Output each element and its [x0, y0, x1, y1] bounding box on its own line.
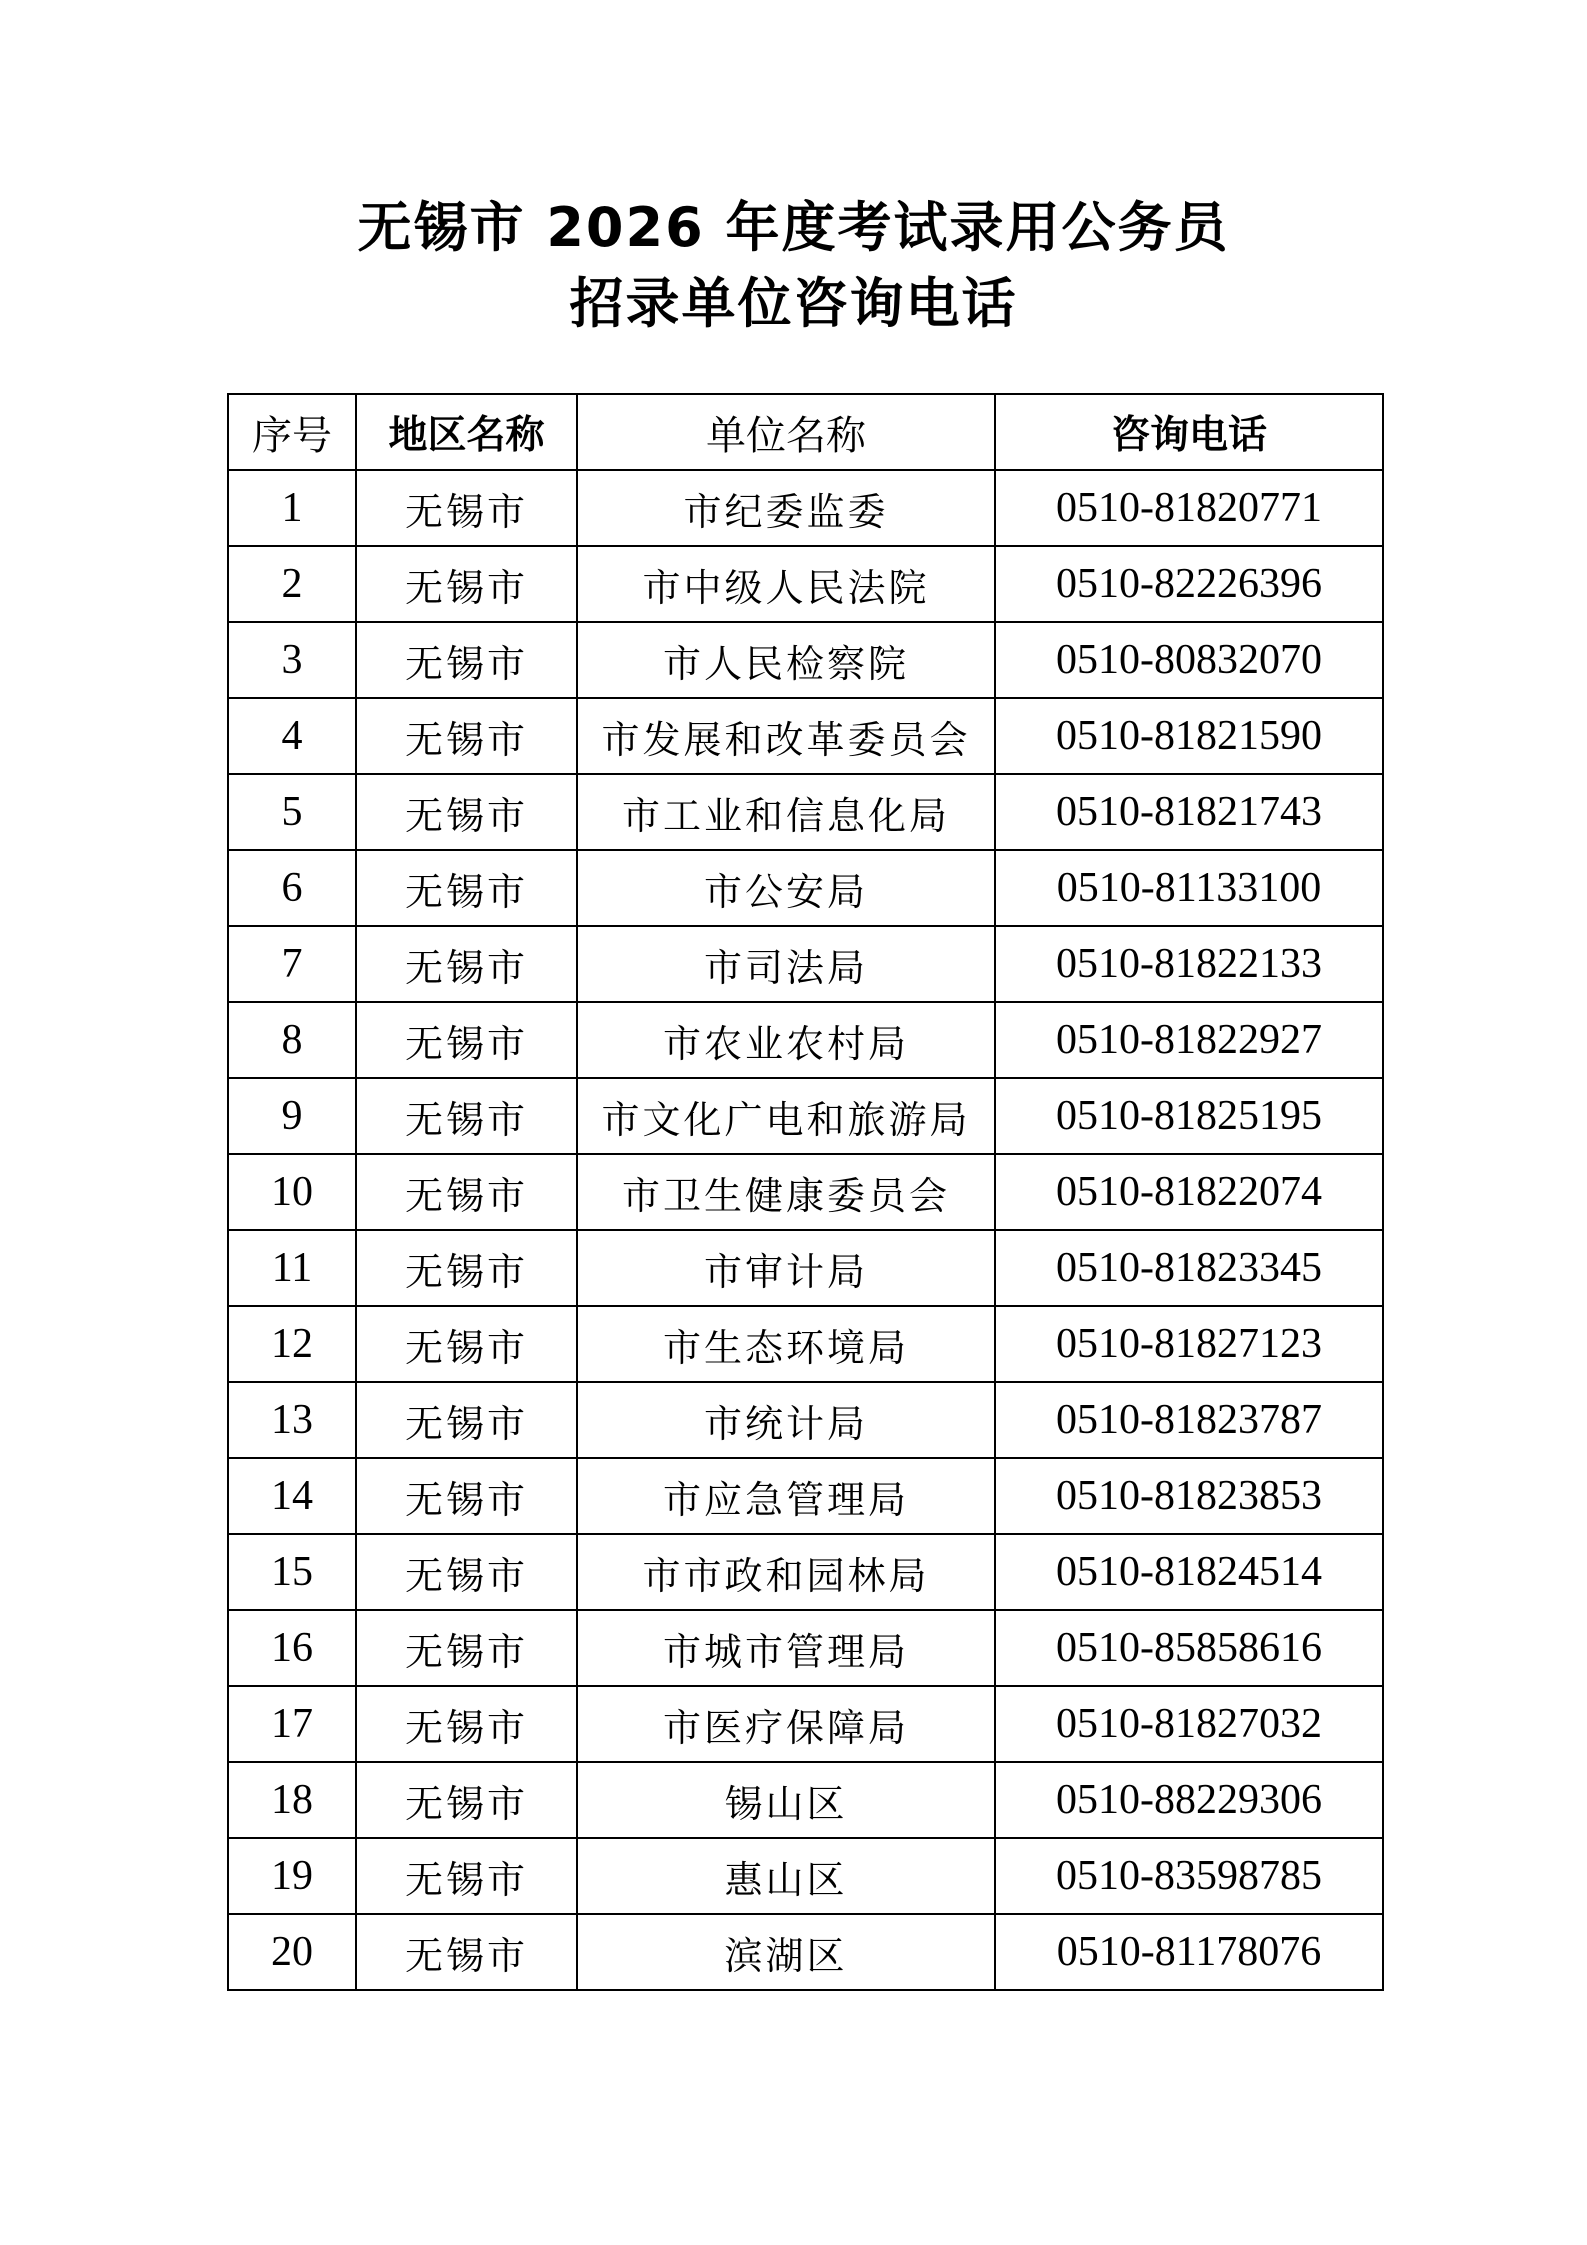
row-unit: 市中级人民法院	[577, 546, 995, 622]
row-unit: 市文化广电和旅游局	[577, 1078, 995, 1154]
row-region: 无锡市	[356, 1154, 577, 1230]
row-index: 18	[228, 1762, 356, 1838]
row-region: 无锡市	[356, 774, 577, 850]
row-index: 19	[228, 1838, 356, 1914]
row-phone: 0510-81822133	[995, 926, 1383, 1002]
row-index: 2	[228, 546, 356, 622]
row-region: 无锡市	[356, 1382, 577, 1458]
row-index: 8	[228, 1002, 356, 1078]
table-row	[228, 926, 1383, 1002]
row-phone: 0510-83598785	[995, 1838, 1383, 1914]
row-phone: 0510-81823787	[995, 1382, 1383, 1458]
header-unit: 单位名称	[577, 394, 995, 470]
row-index: 6	[228, 850, 356, 926]
table-row	[228, 1914, 1383, 1990]
row-unit: 市统计局	[577, 1382, 995, 1458]
table-row	[228, 546, 1383, 622]
row-unit: 市工业和信息化局	[577, 774, 995, 850]
title-line-1: 无锡市 2026 年度考试录用公务员	[357, 196, 1230, 259]
row-region: 无锡市	[356, 1306, 577, 1382]
row-phone: 0510-81824514	[995, 1534, 1383, 1610]
table-row	[228, 1610, 1383, 1686]
row-phone: 0510-81827032	[995, 1686, 1383, 1762]
row-region: 无锡市	[356, 546, 577, 622]
table-row	[228, 1686, 1383, 1762]
document-title	[0, 190, 1587, 342]
row-region: 无锡市	[356, 926, 577, 1002]
table-row	[228, 1154, 1383, 1230]
row-index: 9	[228, 1078, 356, 1154]
row-phone: 0510-82226396	[995, 546, 1383, 622]
row-phone: 0510-81825195	[995, 1078, 1383, 1154]
row-region: 无锡市	[356, 1610, 577, 1686]
row-unit: 市生态环境局	[577, 1306, 995, 1382]
table-row	[228, 470, 1383, 546]
row-index: 20	[228, 1914, 356, 1990]
table-row	[228, 1838, 1383, 1914]
table-row	[228, 1382, 1383, 1458]
row-region: 无锡市	[356, 1230, 577, 1306]
table-row	[228, 622, 1383, 698]
row-phone: 0510-81821590	[995, 698, 1383, 774]
row-phone: 0510-81823853	[995, 1458, 1383, 1534]
row-unit: 滨湖区	[577, 1914, 995, 1990]
row-index: 1	[228, 470, 356, 546]
header-phone: 咨询电话	[995, 394, 1383, 470]
row-index: 16	[228, 1610, 356, 1686]
title-line-2: 招录单位咨询电话	[569, 272, 1018, 335]
row-phone: 0510-88229306	[995, 1762, 1383, 1838]
row-region: 无锡市	[356, 1686, 577, 1762]
row-unit: 锡山区	[577, 1762, 995, 1838]
row-phone: 0510-81820771	[995, 470, 1383, 546]
row-index: 7	[228, 926, 356, 1002]
table-row	[228, 1306, 1383, 1382]
row-region: 无锡市	[356, 1914, 577, 1990]
table-row	[228, 1078, 1383, 1154]
row-unit: 市公安局	[577, 850, 995, 926]
row-region: 无锡市	[356, 622, 577, 698]
table-row	[228, 1762, 1383, 1838]
row-region: 无锡市	[356, 1534, 577, 1610]
row-phone: 0510-81133100	[995, 850, 1383, 926]
row-index: 10	[228, 1154, 356, 1230]
row-unit: 市医疗保障局	[577, 1686, 995, 1762]
row-index: 5	[228, 774, 356, 850]
row-region: 无锡市	[356, 1762, 577, 1838]
table-row	[228, 850, 1383, 926]
row-phone: 0510-85858616	[995, 1610, 1383, 1686]
row-unit: 市人民检察院	[577, 622, 995, 698]
row-unit: 市农业农村局	[577, 1002, 995, 1078]
row-index: 15	[228, 1534, 356, 1610]
row-index: 11	[228, 1230, 356, 1306]
row-region: 无锡市	[356, 850, 577, 926]
row-region: 无锡市	[356, 1458, 577, 1534]
row-phone: 0510-80832070	[995, 622, 1383, 698]
row-phone: 0510-81822927	[995, 1002, 1383, 1078]
header-index: 序号	[228, 394, 356, 470]
row-phone: 0510-81823345	[995, 1230, 1383, 1306]
row-phone: 0510-81178076	[995, 1914, 1383, 1990]
row-unit: 市纪委监委	[577, 470, 995, 546]
table-row	[228, 774, 1383, 850]
row-region: 无锡市	[356, 698, 577, 774]
row-unit: 市发展和改革委员会	[577, 698, 995, 774]
table-row	[228, 1458, 1383, 1534]
header-region: 地区名称	[356, 394, 577, 470]
row-index: 17	[228, 1686, 356, 1762]
row-unit: 市城市管理局	[577, 1610, 995, 1686]
row-phone: 0510-81822074	[995, 1154, 1383, 1230]
contact-phone-table	[227, 393, 1384, 1991]
row-region: 无锡市	[356, 470, 577, 546]
row-phone: 0510-81821743	[995, 774, 1383, 850]
table-row	[228, 1002, 1383, 1078]
row-unit: 市审计局	[577, 1230, 995, 1306]
row-unit: 惠山区	[577, 1838, 995, 1914]
row-index: 4	[228, 698, 356, 774]
table-row	[228, 1534, 1383, 1610]
row-unit: 市市政和园林局	[577, 1534, 995, 1610]
row-region: 无锡市	[356, 1078, 577, 1154]
row-phone: 0510-81827123	[995, 1306, 1383, 1382]
table-row	[228, 698, 1383, 774]
table-header-row	[228, 394, 1383, 470]
row-region: 无锡市	[356, 1838, 577, 1914]
row-unit: 市应急管理局	[577, 1458, 995, 1534]
table-row	[228, 1230, 1383, 1306]
row-index: 14	[228, 1458, 356, 1534]
row-unit: 市司法局	[577, 926, 995, 1002]
row-index: 13	[228, 1382, 356, 1458]
row-region: 无锡市	[356, 1002, 577, 1078]
row-unit: 市卫生健康委员会	[577, 1154, 995, 1230]
row-index: 3	[228, 622, 356, 698]
row-index: 12	[228, 1306, 356, 1382]
